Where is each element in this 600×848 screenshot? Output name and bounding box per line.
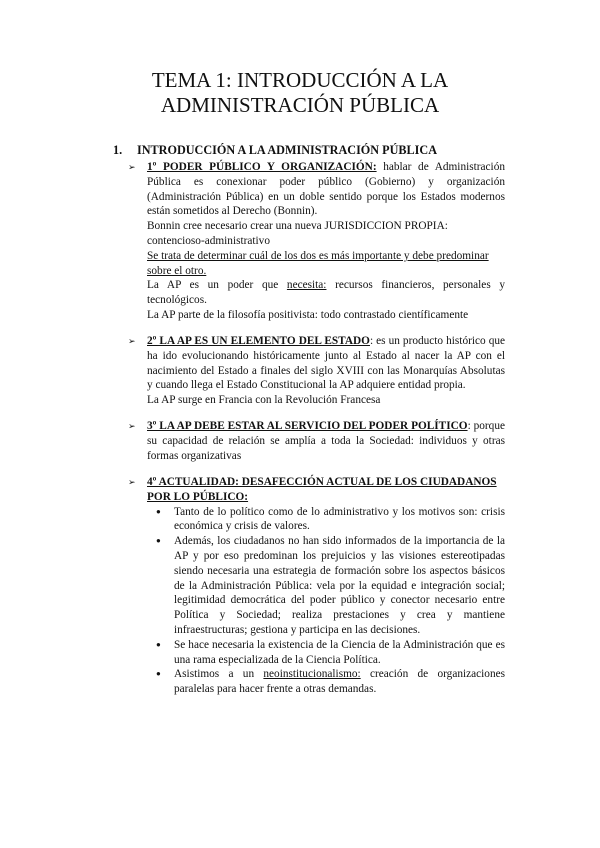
point-1 <box>128 160 506 323</box>
point-2-intro <box>147 334 505 393</box>
point-1-determine: Se trata de determinar cuál de los dos es más importante y debe predominar sobre el otro. <box>147 249 489 277</box>
list-item <box>147 505 505 535</box>
section-number: 1. <box>113 143 123 157</box>
bullet-dot-icon: ● <box>156 506 161 516</box>
point-1-needs-b: recursos financieros, personales y tecnológicos. <box>147 279 506 307</box>
arrow-bullet-icon: ➢ <box>128 421 136 431</box>
point-1-needs <box>147 278 505 308</box>
point-1-needs-underline: necesita: <box>286 279 327 292</box>
arrow-bullet-icon: ➢ <box>128 336 136 346</box>
point-4-heading: 4º ACTUALIDAD: DESAFECCIÓN ACTUAL DE LOS CIUDADANOS POR LO PÚBLICO: <box>147 476 497 503</box>
point-1-heading: 1º PODER PÚBLICO Y ORGANIZACIÓN: <box>147 161 377 173</box>
list-item <box>147 638 505 668</box>
point-2-text: : es un producto histórico que ha ido evolucionando históricamente junto al Estado al nacer la AP con el nacimiento del Estado a finales del siglo XVIII con las Monarquías Absolutas y cuando llega el Estado Constitucional la AP adquiere entidad propia. <box>147 335 506 392</box>
point-3-intro <box>147 419 505 463</box>
list-item <box>147 667 505 697</box>
point-2 <box>128 334 506 408</box>
bullet-dot-icon: ● <box>156 669 161 679</box>
list-item <box>147 534 505 638</box>
arrow-bullet-icon: ➢ <box>128 477 136 487</box>
arrow-bullet-icon: ➢ <box>128 162 136 172</box>
section-heading <box>113 143 437 158</box>
list-item-text: Se hace necesaria la existencia de la Ciencia de la Administración que es una rama especializada de la Ciencia Política. <box>174 638 505 666</box>
list-item-text-underline: neoinstitucionalismo: <box>263 668 361 681</box>
point-2-france: La AP surge en Francia con la Revolución Francesa <box>147 394 381 407</box>
list-item-text: Además, los ciudadanos no han sido informados de la importancia de la AP y por eso predominan los prejuicios y las visiones estereotipadas siendo necesaria una estrategia de formación sobre los aspectos básicos de la Administración Pública: vela por la equidad e integración social; legitimidad democrática del poder público y conector necesario entre Política y Sociedad; realiza prestaciones y crea y mantiene infraestructuras; gestiona y participa en las decisiones. <box>174 535 505 636</box>
point-4-list <box>147 505 505 697</box>
point-4 <box>128 475 506 697</box>
title-line-1: TEMA 1: INTRODUCCIÓN A LA <box>151 68 449 92</box>
point-3-heading: 3º LA AP DEBE ESTAR AL SERVICIO DEL PODER POLÍTICO <box>147 420 468 432</box>
point-3 <box>128 419 505 463</box>
point-3-text: : porque su capacidad de relación se amplía a toda la Sociedad: individuos y otras formas organizativas <box>147 420 505 462</box>
bullet-dot-icon: ● <box>156 639 161 649</box>
list-item-text-a: Asistimos a un <box>174 668 264 681</box>
list-item-text: Tanto de lo político como de lo administrativo y los motivos son: crisis económica y crisis de valores. <box>174 505 505 533</box>
point-1-text: hablar de Administración Pública es conexionar poder público (Gobierno) y organización (Administración Pública) en un doble sentido porque los Estados modernos están sometidos al Derecho (Bonnin). <box>147 161 505 218</box>
point-2-heading: 2º LA AP ES UN ELEMENTO DEL ESTADO <box>147 335 370 347</box>
point-1-jurisdiction: Bonnin cree necesario crear una nueva JURISDICCION PROPIA: contencioso-administrativo <box>147 220 448 247</box>
bullet-dot-icon: ● <box>156 536 161 546</box>
point-1-positivism: La AP parte de la filosofía positivista: todo contrastado científicamente <box>147 308 469 321</box>
page-title <box>0 68 600 118</box>
title-line-2: ADMINISTRACIÓN PÚBLICA <box>160 93 440 117</box>
point-1-needs-a: La AP es un poder que <box>147 279 287 292</box>
list-item-text-b: creación de organizaciones paralelas para hacer frente a otras demandas. <box>174 668 506 696</box>
point-1-intro <box>147 160 505 219</box>
section-title: INTRODUCCIÓN A LA ADMINISTRACIÓN PÚBLICA <box>137 143 437 157</box>
